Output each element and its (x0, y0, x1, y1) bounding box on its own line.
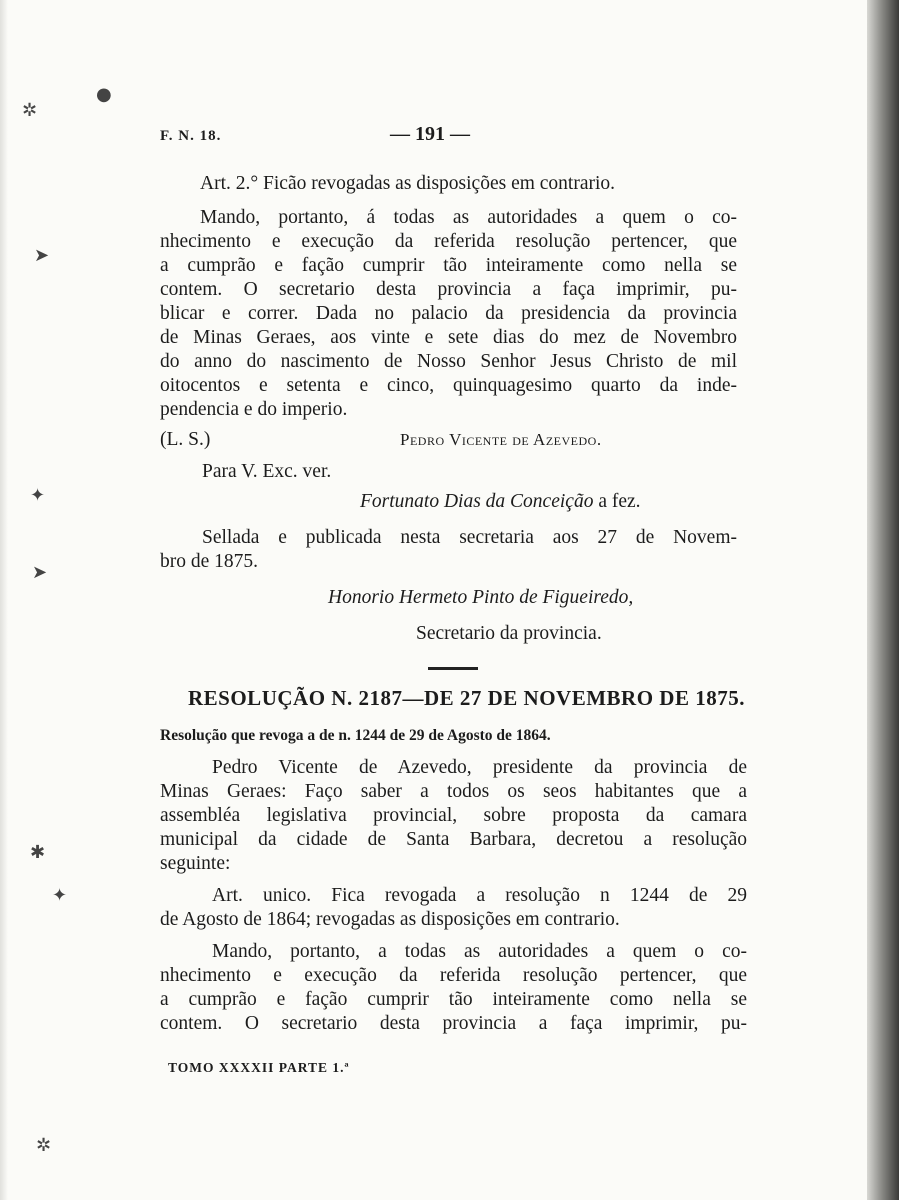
sealed-line: Sellada e publicada nesta secretaria aos 27 de Novem- (202, 527, 737, 548)
intro-line: assembléa legislativa provincial, sobre proposta da camara (160, 805, 747, 826)
intro-line: Minas Geraes: Faço saber a todos os seos habitantes que a (160, 781, 747, 802)
paragraph-line: a cumprão e fação cumprir tão inteiramente como nella se (160, 255, 737, 276)
para-vex: Para V. Exc. ver. (202, 461, 332, 482)
resolution-subtitle: Resolução que revoga a de n. 1244 de 29 de Agosto de 1864. (160, 727, 551, 744)
scribe-line (360, 490, 641, 514)
margin-arrow: ➤ (34, 245, 50, 266)
margin-arrow: ➤ (32, 562, 48, 583)
secretary-title: Secretario da provincia. (416, 623, 602, 644)
paragraph-line: Mando, portanto, á todas as autoridades a quem o co- (200, 207, 737, 228)
mando-line: Mando, portanto, a todas as autoridades a quem o co- (212, 941, 747, 962)
page-binding-shadow (867, 0, 899, 1200)
mando-line: nhecimento e execução da referida resolução pertencer, que (160, 965, 747, 986)
document-page (160, 0, 750, 1200)
article-unico: de Agosto de 1864; revogadas as disposições em contrario. (160, 909, 620, 930)
page-number: — 191 — (390, 123, 470, 145)
scribe-suffix: a fez. (598, 491, 641, 512)
secretary-name: Honorio Hermeto Pinto de Figueiredo, (328, 587, 634, 608)
signatory: Pedro Vicente de Azevedo. (400, 430, 602, 449)
intro-line: seguinte: (160, 853, 231, 874)
mando-line: contem. O secretario desta provincia a faça imprimir, pu- (160, 1013, 747, 1034)
article-unico: Art. unico. Fica revogada a resolução n 1244 de 29 (212, 885, 747, 906)
paragraph-line: oitocentos e setenta e cinco, quinquagesimo quarto da inde- (160, 375, 737, 396)
seal-mark: (L. S.) (160, 429, 211, 450)
margin-mark: ✱ (30, 842, 46, 863)
section-reference: F. N. 18. (160, 128, 222, 144)
paragraph-line: pendencia e do imperio. (160, 399, 348, 420)
article-2: Art. 2.° Ficão revogadas as disposições em contrario. (200, 173, 616, 194)
intro-line: municipal da cidade de Santa Barbara, decretou a resolução (160, 829, 747, 850)
margin-mark: ✦ (30, 485, 46, 506)
resolution-title: RESOLUÇÃO N. 2187—DE 27 DE NOVEMBRO DE 1875. (188, 686, 745, 710)
scribe-name: Fortunato Dias da Conceição (360, 491, 594, 512)
ink-dot: ● (96, 84, 112, 105)
margin-mark: ✲ (22, 100, 38, 121)
paragraph-line: nhecimento e execução da referida resolução pertencer, que (160, 231, 737, 252)
paragraph-line: de Minas Geraes, aos vinte e sete dias do mez de Novembro (160, 327, 737, 348)
margin-mark: ✦ (52, 885, 68, 906)
sealed-line: bro de 1875. (160, 551, 259, 572)
paragraph-line: contem. O secretario desta provincia a faça imprimir, pu- (160, 279, 737, 300)
mando-line: a cumprão e fação cumprir tão inteiramente como nella se (160, 989, 747, 1010)
section-divider (428, 667, 478, 670)
margin-mark: ✲ (36, 1135, 52, 1156)
intro-line: Pedro Vicente de Azevedo, presidente da provincia de (212, 757, 747, 778)
paragraph-line: blicar e correr. Dada no palacio da presidencia da provincia (160, 303, 737, 324)
volume-footer: TOMO XXXXII PARTE 1.ª (168, 1060, 350, 1075)
page-left-edge (0, 0, 8, 1200)
page-header (160, 124, 738, 150)
paragraph-line: do anno do nascimento de Nosso Senhor Jesus Christo de mil (160, 351, 737, 372)
